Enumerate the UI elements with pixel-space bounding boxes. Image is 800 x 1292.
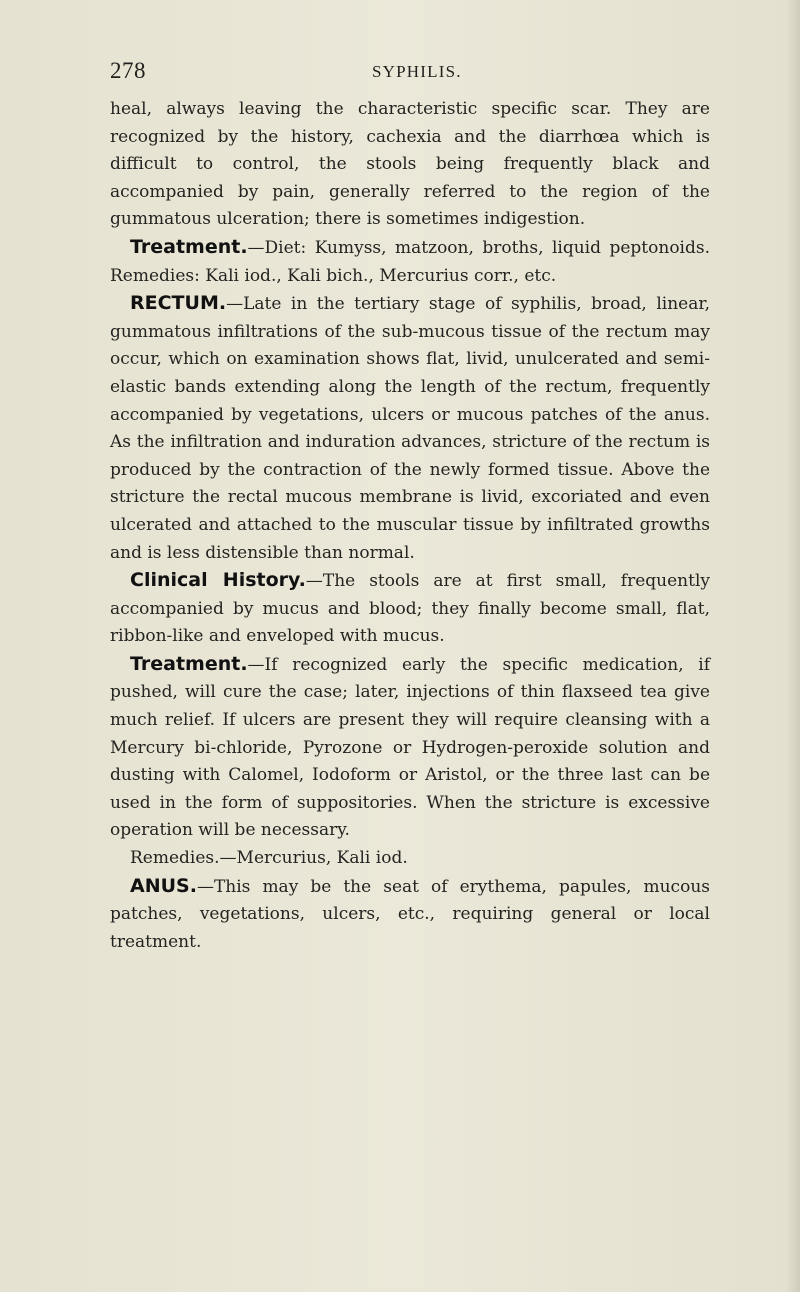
paragraph-heading: Treatment.	[130, 652, 248, 675]
paragraph-heading: Clinical History.	[130, 569, 306, 592]
paragraph-text: —This may be the seat of erythema, papules, mucous patches, vegetations, ulcers, etc., requiring general or local treatment.	[110, 876, 710, 952]
paragraph-rectum	[110, 290, 710, 567]
paragraph-clinical-history	[110, 567, 710, 651]
paragraph-stomach-continuation	[110, 96, 710, 234]
page-number: 278	[110, 58, 146, 83]
page-edge-shadow	[786, 0, 800, 1292]
running-head	[110, 56, 710, 92]
paragraph-text: —Diet: Kumyss, matzoon, broths, liquid peptonoids. Remedies: Kali iod., Kali bich., Mercurius corr., etc.	[110, 237, 710, 286]
paragraph-remedies	[110, 845, 710, 873]
paragraph-text: —The stools are at first small, frequently accompanied by mucus and blood; they finally become small, flat, ribbon-like and enveloped with mucus.	[110, 571, 710, 647]
section-heading-rectum: RECTUM.	[130, 292, 227, 315]
paragraph-text: —If recognized early the specific medication, if pushed, will cure the case; later, injections of thin flaxseed tea give much relief. If ulcers are present they will require cleansing with a Mercury bi-chloride, Pyrozone or Hydrogen-peroxide solution and dusting with Calomel, Iodoform or Aristol, or the three last can be used in the form of suppositories. When the stricture is excessive operation will be necessary.	[110, 654, 710, 841]
paragraph-rectum-treatment	[110, 651, 710, 845]
body-text	[110, 96, 710, 956]
paragraph-stomach-treatment	[110, 234, 710, 290]
running-title: SYPHILIS.	[372, 62, 462, 81]
paragraph-text: heal, always leaving the characteristic specific scar. They are recognized by the history, cachexia and the diarrhœa which is difficult to control, the stools being frequently black and accompanied by pain, generally referred to the region of the gummatous ulceration; there is sometimes indigestion.	[110, 99, 710, 230]
section-heading-anus: ANUS.	[130, 874, 197, 897]
paragraph-text: —Late in the tertiary stage of syphilis, broad, linear, gummatous infiltrations of the sub-mucous tissue of the rectum may occur, which on examination shows flat, livid, unulcerated and semi-elastic bands extending along the length of the rectum, frequently accompanied by vegetations, ulcers or mucous patches of the anus. As the infiltration and induration advances, stricture of the rectum is produced by the contraction of the newly formed tissue. Above the stricture the rectal mucous membrane is livid, excoriated and even ulcerated and attached to the muscular tissue by infiltrated growths and is less distensible than normal.	[110, 294, 710, 563]
paragraph-heading: Treatment.	[130, 235, 248, 258]
paragraph-anus	[110, 873, 710, 957]
paragraph-text: Remedies.—Mercurius, Kali iod.	[130, 848, 408, 869]
